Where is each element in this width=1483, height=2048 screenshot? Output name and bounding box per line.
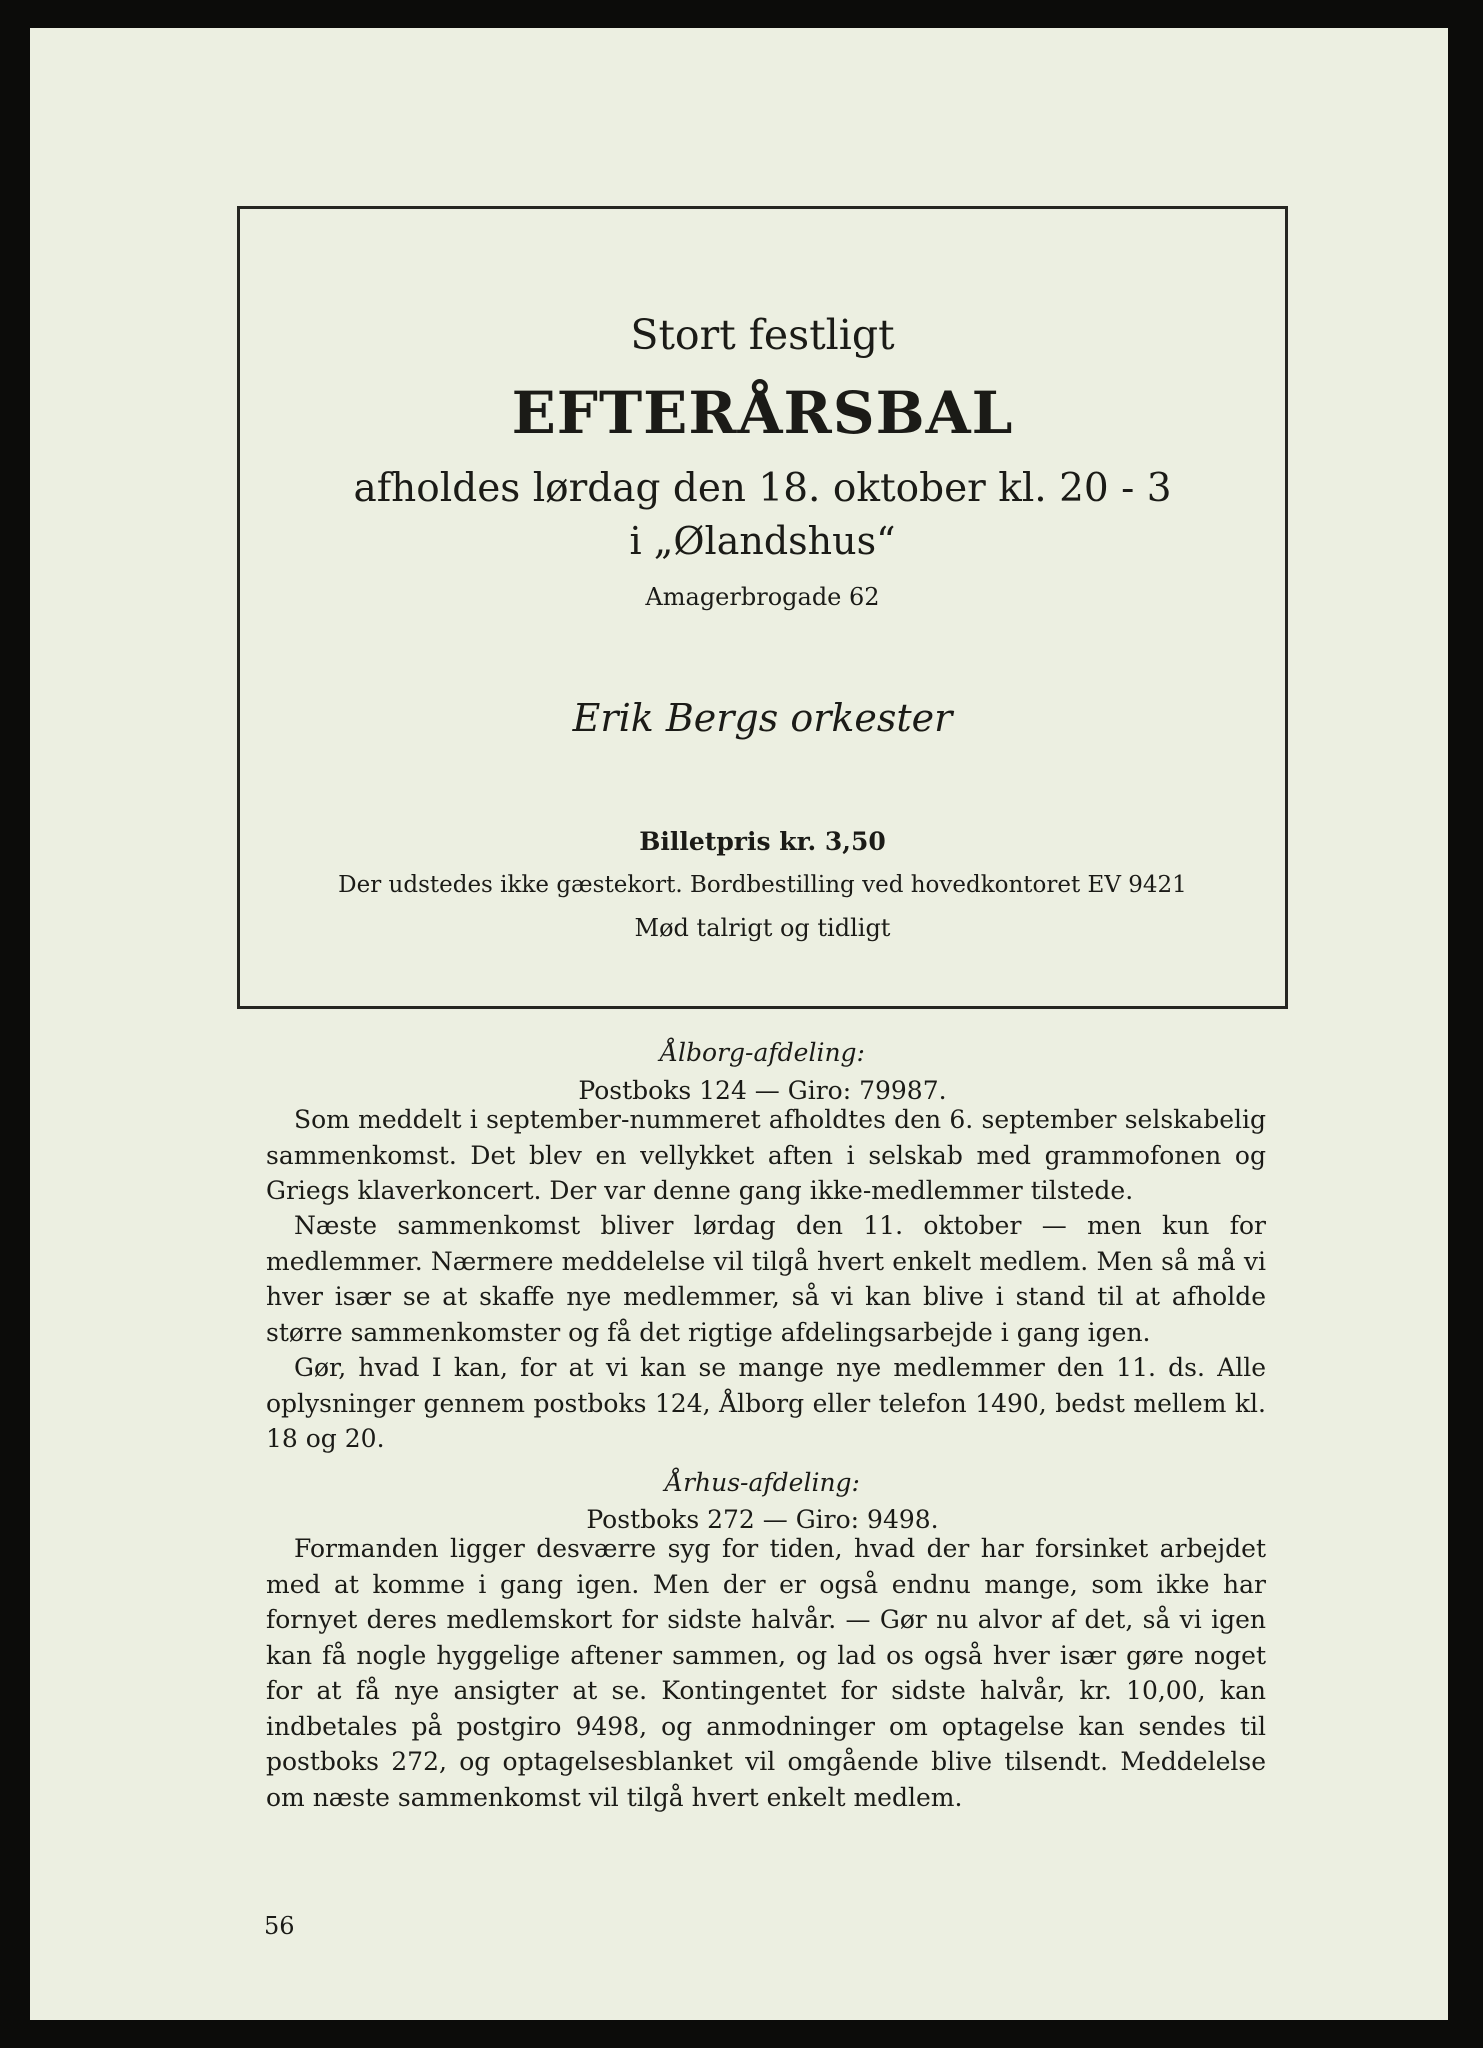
paragraph: Formanden ligger desværre syg for tiden, hvad der har forsinket arbejdet med at komme i gang igen. Men der er også endnu mange, som ikke har fornyet deres medlemskort for sidste halvår. — Gør nu alvor af det, så vi igen kan få nogle hyggelige aftener sammen, og lad os også hver især gøre noget for at få nye ansigter at se. Kontingentet for sidste halvår, kr. 10,00, kan indbetales på postgiro 9498, og anmodninger om optagelse kan sendes til postboks 272, og optagelsesblanket vil omgående blive tilsendt. Meddelelse om næste sammenkomst vil tilgå hvert enkelt medlem. (266, 1534, 1266, 1812)
dance-advertisement (237, 206, 1288, 1009)
paragraph: Som meddelt i september-nummeret afholdtes den 6. september selskabelig sammenkomst. Det blev en vellykket aften i selskab med grammofonen og Griegs klaverkoncert. Der var denne gang ikke-medlemmer tilstede. (266, 1105, 1266, 1205)
ad-booking-notice: Der udstedes ikke gæstekort. Bordbestilling ved hovedkontoret EV 9421 (338, 872, 1187, 898)
ad-subtitle: Stort festligt (630, 311, 895, 359)
paragraph: Næste sammenkomst bliver lørdag den 11. oktober — men kun for medlemmer. Nærmere meddelelse vil tilgå hvert enkelt medlem. Men så må vi hver især se at skaffe nye medlemmer, så vi kan blive i stand til at afholde større sammenkomster og få det rigtige afdelingsarbejde i gang igen. (266, 1211, 1266, 1347)
section-contact-arhus: Postboks 272 — Giro: 9498. (586, 1505, 939, 1534)
paragraph: Gør, hvad I kan, for at vi kan se mange nye medlemmer den 11. ds. Alle oplysninger gennem postboks 124, Ålborg eller telefon 1490, bedst mellem kl. 18 og 20. (266, 1353, 1266, 1453)
section-heading-alborg: Ålborg-afdeling: (660, 1038, 865, 1067)
ad-call-to-action: Mød talrigt og tidligt (634, 914, 891, 942)
ad-address: Amagerbrogade 62 (645, 583, 880, 611)
section-contact-alborg: Postboks 124 — Giro: 79987. (578, 1076, 947, 1105)
ad-band: Erik Bergs orkester (572, 696, 953, 740)
ad-date-time: afholdes lørdag den 18. oktober kl. 20 - 3 (353, 466, 1172, 511)
section-heading-arhus: Århus-afdeling: (665, 1468, 860, 1497)
page-number: 56 (264, 1912, 295, 1940)
ad-ticket-price: Billetpris kr. 3,50 (639, 827, 886, 856)
scanned-page (30, 28, 1448, 2020)
ad-title: EFTERÅRSBAL (511, 379, 1014, 447)
ad-venue: i „Ølandshus“ (629, 519, 896, 563)
